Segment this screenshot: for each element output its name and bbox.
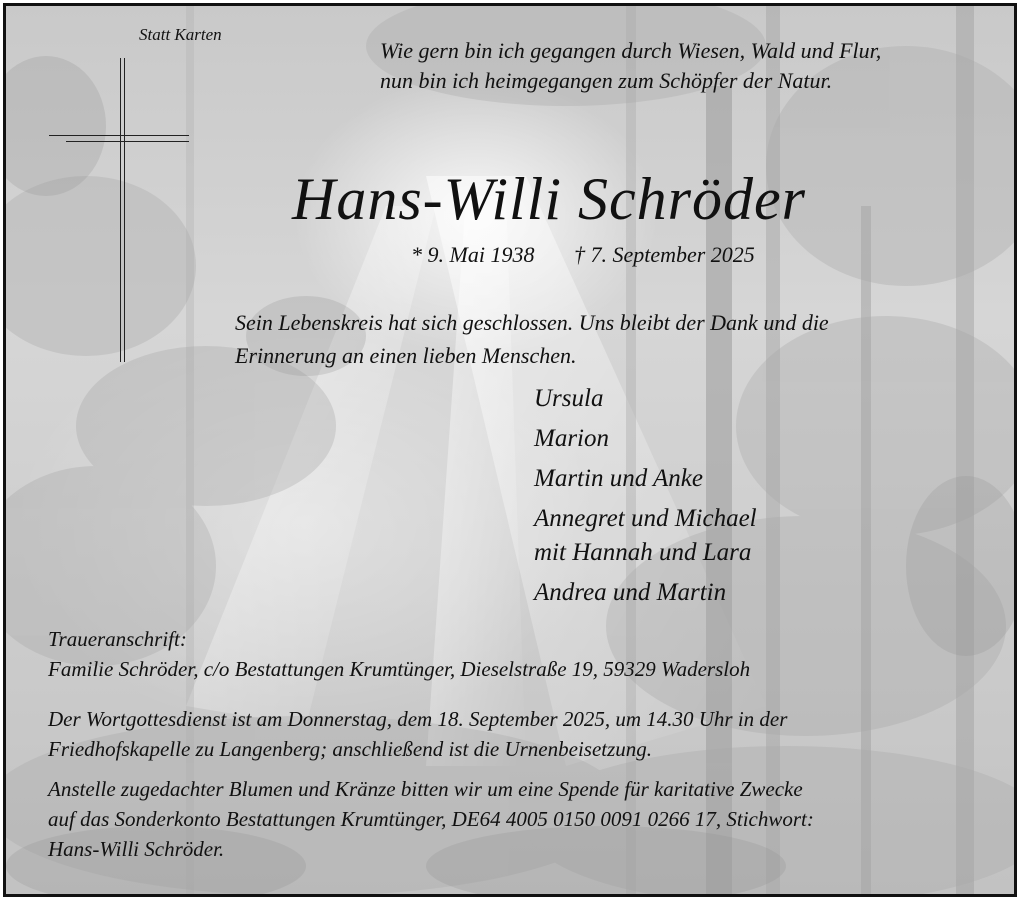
tribute-line-1: Sein Lebenskreis hat sich geschlossen. Uns bleibt der Dank und die: [235, 310, 829, 335]
donation-line-1: Anstelle zugedachter Blumen und Kränze bitten wir um eine Spende für karitative Zwecke: [48, 777, 803, 801]
family-member: Marion: [534, 425, 609, 452]
statt-karten-label: Statt Karten: [139, 25, 222, 44]
donation-line-2: auf das Sonderkonto Bestattungen Krumtünger, DE64 4005 0150 0091 0266 17, Stichwort:: [48, 807, 814, 831]
cross-symbol-horizontal-line: [49, 135, 189, 136]
cross-symbol-vertical-line: [124, 58, 125, 362]
cross-symbol-vertical-line: [120, 58, 121, 362]
obituary-card: [3, 3, 1017, 897]
address-text: Familie Schröder, c/o Bestattungen Krumtünger, Dieselstraße 19, 59329 Wadersloh: [48, 657, 751, 681]
birth-date: * 9. Mai 1938: [411, 242, 535, 267]
deceased-name: Hans-Willi Schröder: [292, 166, 806, 232]
poem-line-2: nun bin ich heimgegangen zum Schöpfer der Natur.: [380, 68, 833, 93]
life-dates: [411, 242, 755, 268]
family-member: mit Hannah und Lara: [534, 539, 752, 566]
poem-line-1: Wie gern bin ich gegangen durch Wiesen, Wald und Flur,: [380, 38, 882, 63]
service-line-1: Der Wortgottesdienst ist am Donnerstag, dem 18. September 2025, um 14.30 Uhr in der: [48, 707, 788, 731]
donation-line-3: Hans-Willi Schröder.: [48, 837, 225, 861]
family-member: Andrea und Martin: [534, 579, 727, 606]
service-line-2: Friedhofskapelle zu Langenberg; anschließend ist die Urnenbeisetzung.: [48, 737, 653, 761]
family-member: Martin und Anke: [534, 465, 703, 492]
tribute-line-2: Erinnerung an einen lieben Menschen.: [235, 343, 577, 368]
cross-symbol-horizontal-line: [66, 141, 189, 142]
family-member: Annegret und Michael: [534, 505, 757, 532]
address-label: Traueranschrift:: [48, 627, 187, 651]
family-member: Ursula: [534, 385, 604, 412]
death-date: † 7. September 2025: [573, 242, 755, 267]
